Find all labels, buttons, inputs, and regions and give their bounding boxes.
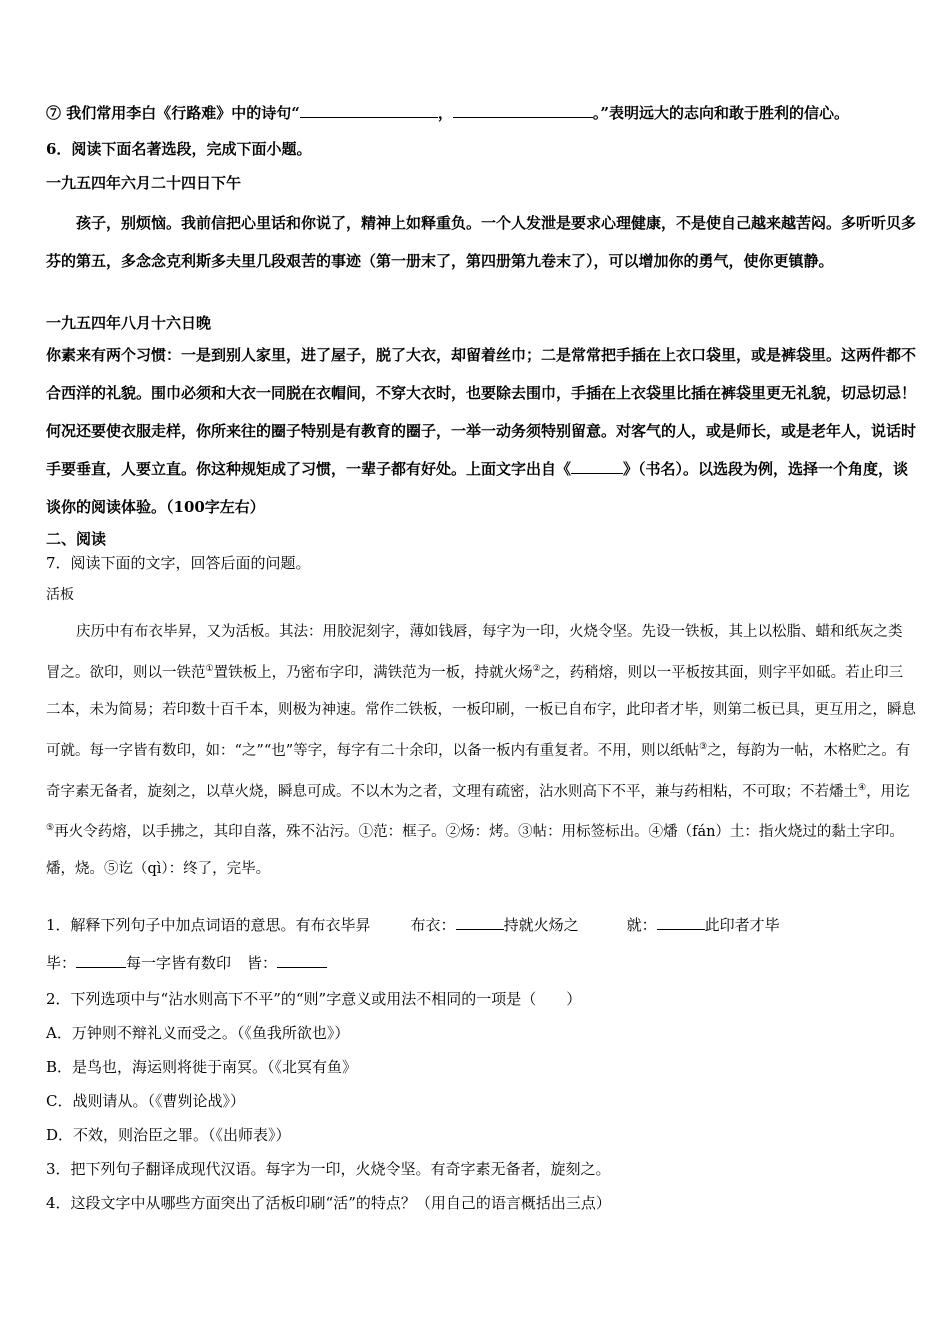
option-a: A．万钟则不辩礼义而受之。（《鱼我所欲也》） <box>46 1024 350 1042</box>
sub1-label-bi: 毕： <box>46 954 77 972</box>
q6-paragraph-2-tail: 》（书名）。以选段为例，选择一个角度，谈谈你的阅读体验。（100字左右） <box>46 460 909 516</box>
q6-paragraph-2-text: 你素来有两个习惯：一是到别人家里，进了屋子，脱了大衣，却留着丝巾；二是常常把手插在上衣口袋里，或是裤袋里。这两件都不合西洋的礼貌。围巾必须和大衣一同脱在衣帽间，不穿大衣时，也要除去围巾，手插在上衣袋里比插在裤袋里更无礼貌，切忌切忌！何况还要使衣服走样，你所来往的圈子特别是有教育的圈子，一举一动务须特别留意。对客气的人，或是师长，或是老年人，说话时手要垂直，人要立直。你这种规矩成了习惯，一辈子都有好处。上面文字出自《 <box>46 346 917 478</box>
section-2-title: 二、阅读 <box>46 530 107 548</box>
blank-jiu[interactable] <box>657 915 705 930</box>
q5-item7-tail: 。”表明远大的志向和敢于胜利的信心。 <box>592 104 850 122</box>
q7-sub1-line1 <box>46 914 780 935</box>
passage-text-f: 再火令药熔，以手拂之，其印自落，殊不沾污。①范：框子。②炀：烤。③帖：用标签标出。④燔（fán）土：指火烧过的黏土字印。燔，烧。⑤讫（qì）：终了，完毕。 <box>46 824 904 878</box>
note-5: ⑤ <box>46 823 55 834</box>
passage-text-b: 置铁板上，乃密布字印，满铁范为一板，持就火炀 <box>213 664 533 681</box>
q6-paragraph-1 <box>46 204 916 280</box>
option-b: B．是鸟也，海运则将徙于南冥。（《北冥有鱼》 <box>46 1058 358 1076</box>
passage-text-a: 庆历中有布衣毕昇，又为活板。其法：用胶泥刻字，薄如钱唇，每字为一印，火烧令坚。先设一铁板，其上以松脂、蜡和纸灰之类冒之。欲印，则以一铁范 <box>46 624 903 681</box>
passage-text-c: 之，药稍熔，则以一平板按其面，则字平如砥。若止印三二本，未为简易；若印数十百千本，则极为神速。常作二铁板，一板印刷，一板已自布字，此印者才毕，则第二板已具，更互用之，瞬息可就。每一字皆有数印，如：“之”“也”等字，每字有二十余印，以备一板内有重复者。不用，则以纸帖 <box>46 664 916 759</box>
passage-text-e: ，用讫 <box>866 783 910 800</box>
sub1-prompt: 1．解释下列句子中加点词语的意思。有布衣毕昇 <box>46 916 371 934</box>
passage-title: 活板 <box>46 587 74 603</box>
sub1-sentence-4: 每一字皆有数印 <box>126 954 232 972</box>
q5-item7-comma: ， <box>437 104 453 122</box>
sub1-label-jie: 皆： <box>247 954 278 972</box>
q6-paragraph-2 <box>46 336 916 526</box>
blank-bi[interactable] <box>76 953 126 968</box>
blank-1[interactable] <box>300 103 438 118</box>
q5-item7-line <box>46 102 849 123</box>
note-2: ② <box>532 664 541 674</box>
q7-sub2: 2．下列选项中与“沾水则高下不平”的“则”字意义或用法不相同的一项是（ ） <box>46 990 582 1008</box>
q5-item7-lead: ⑦ 我们常用李白《行路难》中的诗句“ <box>46 104 300 122</box>
q6-date2: 一九五四年八月十六日晚 <box>46 314 212 332</box>
q6-date1: 一九五四年六月二十四日下午 <box>46 174 242 192</box>
q7-sub1-line2 <box>46 952 327 973</box>
q7-sub4: 4．这段文字中从哪些方面突出了活板印刷“活”的特点？（用自己的语言概括出三点） <box>46 1194 611 1212</box>
sub1-label-jiu: 就： <box>626 916 657 934</box>
blank-2[interactable] <box>453 103 593 118</box>
q7-title: 7．阅读下面的文字，回答后面的问题。 <box>46 554 311 572</box>
book-title-blank[interactable] <box>571 459 623 474</box>
sub1-sentence-3: 此印者才毕 <box>704 916 780 934</box>
passage-body <box>46 614 916 888</box>
q6-title: 6．阅读下面名著选段，完成下面小题。 <box>46 140 312 158</box>
q6-paragraph-1-text: 孩子，别烦恼。我前信把心里话和你说了，精神上如释重负。一个人发泄是要求心理健康，不是使自己越来越苦闷。多听听贝多芬的第五，多念念克利斯多夫里几段艰苦的事迹（第一册末了，第四册第九卷末了），可以增加你的勇气，使你更镇静。 <box>46 214 917 270</box>
q7-sub3: 3．把下列句子翻译成现代汉语。每字为一印，火烧令坚。有奇字素无备者，旋刻之。 <box>46 1160 611 1178</box>
option-c: C．战则请从。（《曹刿论战》） <box>46 1092 245 1110</box>
note-3: ③ <box>699 741 708 752</box>
blank-jie[interactable] <box>277 953 327 968</box>
note-4: ④ <box>858 782 867 793</box>
blank-buyi[interactable] <box>456 915 504 930</box>
sub1-label-buyi: 布衣： <box>410 916 456 934</box>
sub1-sentence-2: 持就火炀之 <box>503 916 579 934</box>
note-1: ① <box>205 664 214 674</box>
option-d: D．不效，则治臣之罪。（《出师表》） <box>46 1126 291 1144</box>
passage-text-d: 之，每韵为一帖，木格贮之。有奇字素无备者，旋刻之，以草火烧，瞬息可成。不以木为之者，文理有疏密，沾水则高下不平，兼与药相粘，不可取；不若燔土 <box>46 742 911 800</box>
